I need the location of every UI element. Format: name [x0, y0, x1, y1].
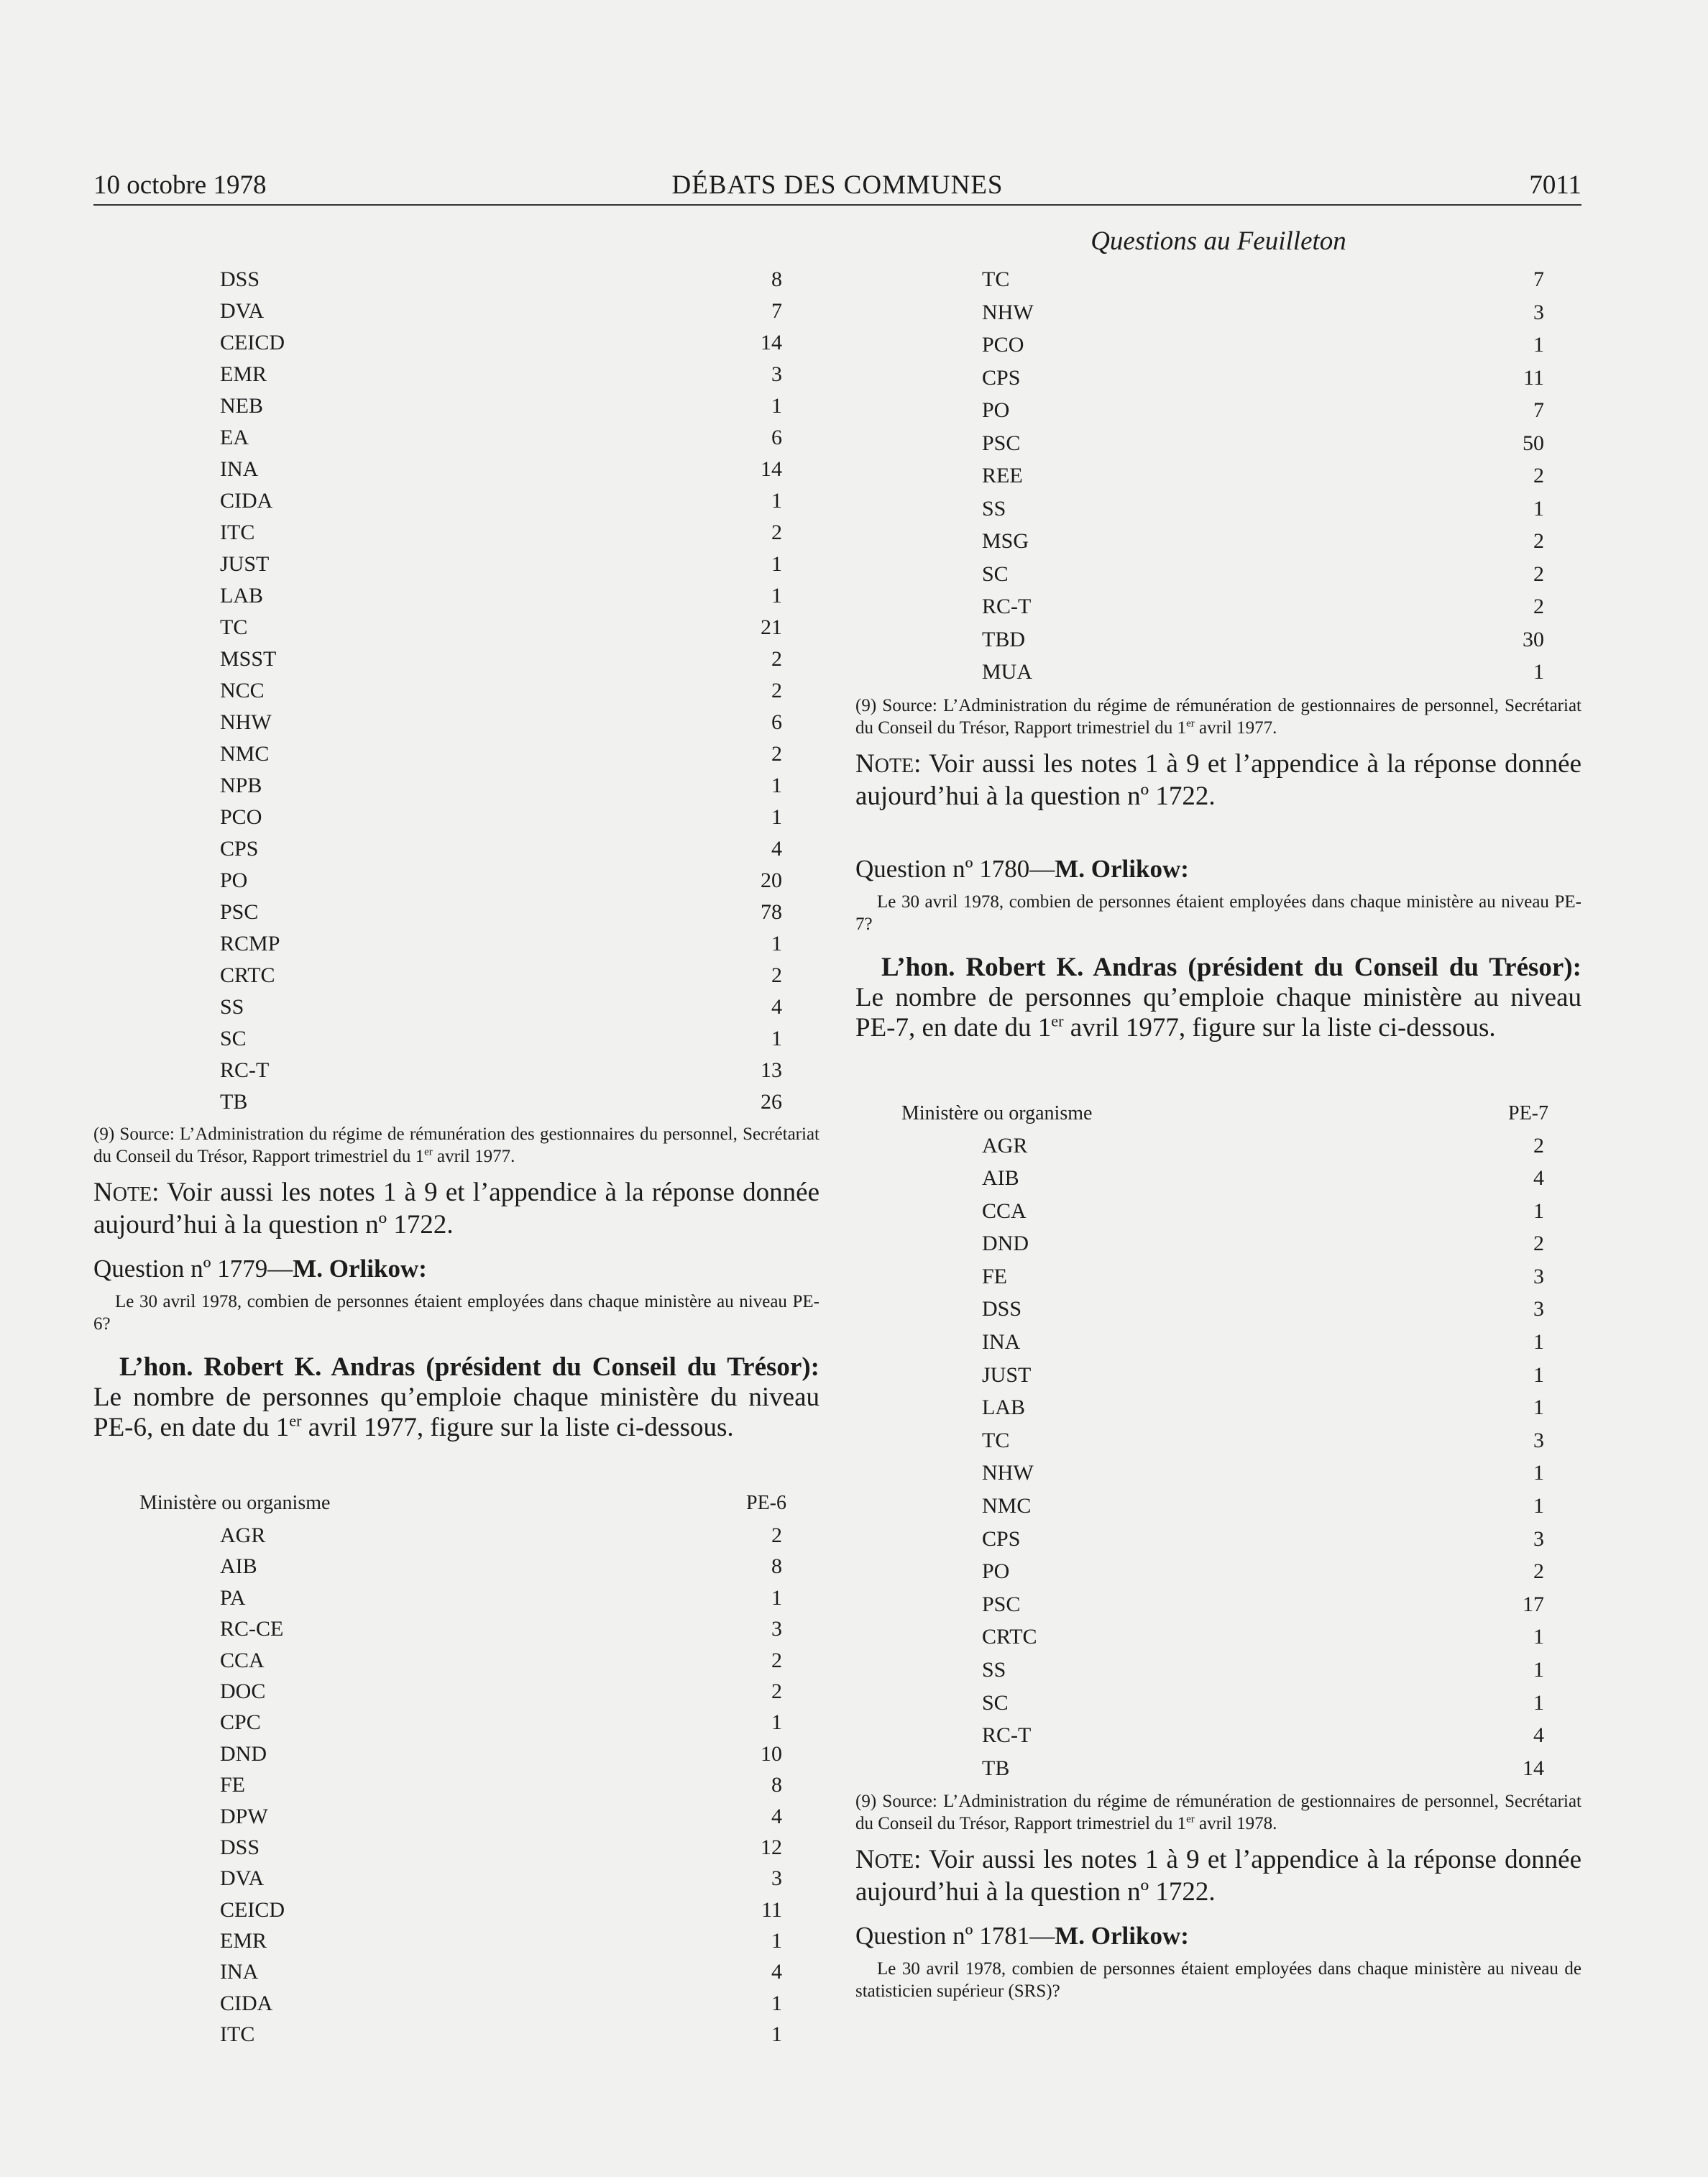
ministry-code: CIDA: [220, 489, 273, 513]
table-row: [93, 2018, 819, 2049]
employee-count: 20: [761, 868, 782, 892]
employee-count: 2: [771, 647, 782, 671]
employee-count: 30: [1523, 627, 1544, 651]
ministry-code: CCA: [220, 1648, 265, 1672]
table-row: [855, 558, 1581, 591]
employee-count: 2: [1533, 1232, 1544, 1256]
question-title-1781: Question nº 1781—M. Orlikow:: [855, 1922, 1189, 1951]
table-row: [93, 1613, 819, 1644]
ministry-code: RC-T: [982, 1723, 1032, 1748]
ministry-code: JUST: [982, 1362, 1032, 1387]
table-row: [93, 548, 819, 579]
ministry-code: NPB: [220, 774, 262, 797]
ministry-code: NHW: [982, 1461, 1034, 1485]
column-header-ministry: Ministère ou organisme: [901, 1101, 1093, 1124]
ministry-code: CPS: [982, 365, 1021, 390]
employee-count: 1: [771, 1585, 782, 1610]
table-row: [93, 801, 819, 833]
employee-count: 4: [771, 995, 782, 1019]
ministry-code: MSST: [220, 647, 277, 671]
employee-count: 4: [771, 1960, 782, 1984]
table-row: [855, 1687, 1581, 1720]
table-row: [855, 492, 1581, 526]
question-title-1779: Question nº 1779—M. Orlikow:: [93, 1255, 427, 1283]
table-row: [855, 1555, 1581, 1588]
employee-count: 2: [771, 742, 782, 766]
table-row: [93, 1519, 819, 1550]
answer-1780: L’hon. Robert K. Andras (président du Conseil du Trésor): Le nombre de personnes qu’emploie chaque ministère au niveau PE-7, en date du 1er avril 1977, figure sur la liste ci-dessous.: [855, 952, 1581, 1042]
table-row: [93, 1706, 819, 1737]
question-text-1779: Le 30 avril 1978, combien de personnes étaient employées dans chaque ministère au niveau PE-6?: [93, 1292, 819, 1334]
table-row: [855, 1490, 1581, 1523]
table-row: [93, 927, 819, 959]
employee-count: 2: [1533, 562, 1544, 586]
employee-count: 2: [771, 1648, 782, 1672]
ministry-code: SC: [982, 562, 1009, 586]
employee-count: 1: [771, 394, 782, 418]
employee-count: 13: [761, 1058, 782, 1082]
employee-count: 2: [771, 679, 782, 702]
ministry-code: NMC: [220, 742, 270, 766]
employee-count: 4: [771, 837, 782, 861]
header-page-number: 7011: [1529, 170, 1581, 200]
employee-count: 26: [761, 1090, 782, 1114]
ministry-code: INA: [982, 1330, 1021, 1355]
question-text-1781: Le 30 avril 1978, combien de personnes étaient employées dans chaque ministère au niveau de statisticien supérieur (SRS)?: [855, 1959, 1581, 2002]
table-pe7: [855, 1129, 1581, 1785]
running-head: Questions au Feuilleton: [1091, 226, 1346, 256]
header-title: DÉBATS DES COMMUNES: [671, 170, 1004, 200]
ministry-code: DSS: [982, 1297, 1022, 1321]
ministry-code: CIDA: [220, 1991, 273, 2015]
ministry-code: SS: [220, 995, 244, 1019]
employee-count: 1: [1533, 660, 1544, 684]
ministry-code: CRTC: [982, 1625, 1037, 1649]
table-row: [93, 1894, 819, 1925]
ministry-code: PSC: [220, 900, 259, 924]
employee-count: 10: [761, 1741, 782, 1766]
employee-count: 14: [761, 457, 782, 481]
employee-count: 1: [771, 1027, 782, 1050]
table-row: [855, 1523, 1581, 1556]
ministry-code: DVA: [220, 1866, 265, 1891]
ministry-code: PCO: [220, 805, 262, 829]
table-row: [93, 1987, 819, 2018]
table-row: [93, 453, 819, 485]
ministry-code: FE: [220, 1773, 246, 1797]
ministry-code: PSC: [982, 1592, 1021, 1616]
employee-count: 7: [1533, 398, 1544, 422]
ministry-code: DVA: [220, 299, 265, 323]
ministry-code: LAB: [982, 1395, 1025, 1420]
ministry-code: ITC: [220, 2022, 255, 2047]
table-row: [93, 706, 819, 738]
ministry-code: MUA: [982, 660, 1033, 684]
employee-count: 21: [761, 615, 782, 639]
ministry-code: EMR: [220, 362, 267, 386]
employee-count: 8: [771, 267, 782, 291]
table-row: [93, 1644, 819, 1675]
table-row: [855, 1326, 1581, 1359]
ministry-code: CPS: [220, 837, 259, 861]
employee-count: 14: [1523, 1756, 1544, 1780]
ministry-code: INA: [220, 1960, 259, 1984]
table-row: [93, 864, 819, 896]
table-row: [93, 611, 819, 643]
ministry-code: CPS: [982, 1526, 1021, 1551]
employee-count: 3: [1533, 1297, 1544, 1321]
ministry-code: RC-CE: [220, 1617, 284, 1641]
ministry-code: TBD: [982, 627, 1025, 651]
table-row: [855, 656, 1581, 689]
ministry-code: CPC: [220, 1710, 261, 1735]
table-row: [855, 362, 1581, 395]
ministry-code: CEICD: [220, 1897, 285, 1922]
question-title-1780: Question nº 1780—M. Orlikow:: [855, 854, 1189, 883]
ministry-code: RC-T: [982, 595, 1032, 618]
employee-count: 2: [771, 521, 782, 544]
ministry-code: PA: [220, 1585, 246, 1610]
ministry-code: AIB: [982, 1166, 1019, 1191]
ministry-code: DPW: [220, 1804, 268, 1828]
table-row: [93, 991, 819, 1022]
table-row: [855, 329, 1581, 362]
table-row: [855, 590, 1581, 623]
column-header-ministry: Ministère ou organisme: [139, 1492, 331, 1514]
ministry-code: NHW: [982, 300, 1034, 324]
employee-count: 2: [771, 1679, 782, 1703]
ministry-code: RCMP: [220, 932, 280, 955]
employee-count: 4: [1533, 1166, 1544, 1191]
ministry-code: SC: [982, 1690, 1009, 1715]
ministry-code: SS: [982, 496, 1006, 521]
ministry-code: AGR: [982, 1133, 1028, 1158]
employee-count: 4: [1533, 1723, 1544, 1748]
table-row: [855, 525, 1581, 558]
ministry-code: EA: [220, 426, 249, 449]
employee-count: 1: [1533, 1461, 1544, 1485]
table-row: [93, 1738, 819, 1769]
employee-count: 11: [1523, 365, 1544, 390]
employee-count: 2: [1533, 529, 1544, 553]
table-row: [855, 1260, 1581, 1293]
table-row: [855, 1391, 1581, 1424]
table-row: [855, 1752, 1581, 1785]
table-row: [93, 833, 819, 864]
table-row: [855, 1162, 1581, 1195]
employee-count: 3: [771, 1866, 782, 1891]
ministry-code: AIB: [220, 1554, 257, 1579]
ministry-code: TB: [982, 1756, 1010, 1780]
ministry-code: AGR: [220, 1523, 266, 1547]
ministry-code: TC: [982, 267, 1010, 291]
ministry-code: TB: [220, 1090, 248, 1114]
employee-count: 3: [771, 1617, 782, 1641]
table-row: [855, 296, 1581, 329]
employee-count: 2: [1533, 1133, 1544, 1158]
employee-count: 1: [1533, 1494, 1544, 1518]
ministry-code: TC: [982, 1428, 1010, 1452]
table-row: [93, 1675, 819, 1706]
ministry-code: NCC: [220, 679, 265, 702]
employee-count: 2: [1533, 464, 1544, 487]
employee-count: 50: [1523, 431, 1544, 455]
ministry-code: JUST: [220, 552, 270, 576]
employee-count: 1: [771, 489, 782, 513]
employee-count: 8: [771, 1554, 782, 1579]
employee-count: 1: [1533, 1658, 1544, 1682]
table-row: [93, 579, 819, 611]
employee-count: 7: [1533, 267, 1544, 291]
employee-count: 1: [771, 1929, 782, 1953]
answer-1779: L’hon. Robert K. Andras (président du Conseil du Trésor): Le nombre de personnes qu’emploie chaque ministère du niveau PE-6, en date du 1er avril 1977, figure sur la liste ci-dessous.: [93, 1352, 819, 1442]
table-row: [93, 1956, 819, 1986]
employee-count: 1: [771, 805, 782, 829]
table-row: [855, 1195, 1581, 1228]
table-row: [93, 1925, 819, 1956]
left-column: [93, 263, 819, 2050]
table-pe6-continued: [855, 263, 1581, 689]
employee-count: 2: [771, 1523, 782, 1547]
right-column: [855, 263, 1581, 2002]
column-header-pe6: PE-6: [746, 1492, 786, 1514]
table-row: [855, 394, 1581, 427]
table-row: [855, 263, 1581, 296]
table-row: [93, 1054, 819, 1086]
ministry-code: FE: [982, 1264, 1008, 1288]
table-header-pe7: [855, 1098, 1581, 1129]
ministry-code: TC: [220, 615, 248, 639]
source-note: (9) Source: L’Administration du régime de rémunération de gestionnaires de personnel, Secrétariat du Conseil du Trésor, Rapport trimestriel du 1er avril 1978.: [855, 1792, 1581, 1834]
question-text-1780: Le 30 avril 1978, combien de personnes étaient employées dans chaque ministère au niveau PE-7?: [855, 892, 1581, 934]
note-paragraph: NOTE: Voir aussi les notes 1 à 9 et l’appendice à la réponse donnée aujourd’hui à la question nº 1722.: [93, 1178, 819, 1239]
ministry-code: LAB: [220, 584, 263, 608]
ministry-code: CEICD: [220, 331, 285, 354]
ministry-code: REE: [982, 464, 1023, 487]
table-row: [93, 1831, 819, 1862]
employee-count: 1: [771, 932, 782, 955]
table-row: [855, 623, 1581, 656]
employee-count: 78: [761, 900, 782, 924]
table-row: [855, 1621, 1581, 1654]
ministry-code: NEB: [220, 394, 263, 418]
table-row: [93, 358, 819, 390]
employee-count: 1: [1533, 1199, 1544, 1223]
table-row: [855, 1359, 1581, 1392]
ministry-code: CRTC: [220, 963, 275, 987]
header-date: 10 octobre 1978: [93, 170, 267, 200]
employee-count: 6: [771, 426, 782, 449]
ministry-code: NHW: [220, 710, 272, 734]
employee-count: 6: [771, 710, 782, 734]
ministry-code: PO: [982, 398, 1010, 422]
table-row: [855, 1588, 1581, 1621]
table-row: [855, 1424, 1581, 1457]
employee-count: 1: [1533, 496, 1544, 521]
employee-count: 1: [1533, 333, 1544, 357]
table-row: [93, 959, 819, 991]
employee-count: 1: [1533, 1690, 1544, 1715]
employee-count: 3: [1533, 1526, 1544, 1551]
table-row: [855, 1129, 1581, 1163]
ministry-code: NMC: [982, 1494, 1032, 1518]
table-row: [855, 1719, 1581, 1752]
employee-count: 12: [761, 1835, 782, 1859]
ministry-code: EMR: [220, 1929, 267, 1953]
employee-count: 1: [771, 774, 782, 797]
table-row: [93, 1550, 819, 1581]
table-row: [855, 1654, 1581, 1687]
employee-count: 11: [761, 1897, 782, 1922]
ministry-code: DND: [982, 1232, 1029, 1256]
table-row: [93, 421, 819, 453]
table-row: [855, 1293, 1581, 1326]
employee-count: 17: [1523, 1592, 1544, 1616]
column-header-pe7: PE-7: [1508, 1101, 1548, 1124]
table-row: [93, 516, 819, 548]
employee-count: 1: [1533, 1395, 1544, 1420]
table-row: [93, 738, 819, 769]
ministry-code: RC-T: [220, 1058, 270, 1082]
ministry-code: PCO: [982, 333, 1024, 357]
employee-count: 4: [771, 1804, 782, 1828]
table-pe5-continued: [93, 263, 819, 1117]
table-row: [93, 674, 819, 706]
table-row: [855, 427, 1581, 460]
ministry-code: DOC: [220, 1679, 266, 1703]
ministry-code: DSS: [220, 1835, 260, 1859]
ministry-code: MSG: [982, 529, 1029, 553]
ministry-code: PO: [982, 1559, 1010, 1584]
table-row: [93, 1582, 819, 1613]
employee-count: 14: [761, 331, 782, 354]
table-row: [93, 769, 819, 801]
table-row: [93, 1086, 819, 1117]
table-row: [93, 1862, 819, 1893]
note-paragraph: NOTE: Voir aussi les notes 1 à 9 et l’appendice à la réponse donnée aujourd’hui à la question nº 1722.: [855, 1845, 1581, 1907]
table-row: [93, 1022, 819, 1054]
ministry-code: PSC: [982, 431, 1021, 455]
employee-count: 1: [771, 552, 782, 576]
page-header: [93, 170, 1581, 206]
table-row: [855, 459, 1581, 492]
employee-count: 1: [1533, 1625, 1544, 1649]
table-pe6: [93, 1519, 819, 2050]
table-row: [855, 1457, 1581, 1490]
employee-count: 1: [771, 1710, 782, 1735]
ministry-code: CCA: [982, 1199, 1027, 1223]
employee-count: 3: [1533, 300, 1544, 324]
employee-count: 3: [771, 362, 782, 386]
source-note: (9) Source: L’Administration du régime de rémunération de gestionnaires de personnel, Secrétariat du Conseil du Trésor, Rapport trimestriel du 1er avril 1977.: [855, 695, 1581, 738]
table-header-pe6: [93, 1488, 819, 1519]
ministry-code: SS: [982, 1658, 1006, 1682]
table-row: [855, 1227, 1581, 1260]
employee-count: 2: [1533, 595, 1544, 618]
employee-count: 1: [771, 2022, 782, 2047]
ministry-code: ITC: [220, 521, 255, 544]
ministry-code: PO: [220, 868, 248, 892]
ministry-code: DSS: [220, 267, 260, 291]
table-row: [93, 295, 819, 326]
employee-count: 7: [771, 299, 782, 323]
table-row: [93, 1769, 819, 1800]
table-row: [93, 1800, 819, 1831]
table-row: [93, 390, 819, 421]
table-row: [93, 326, 819, 358]
employee-count: 3: [1533, 1264, 1544, 1288]
note-paragraph: NOTE: Voir aussi les notes 1 à 9 et l’appendice à la réponse donnée aujourd’hui à la question nº 1722.: [855, 748, 1581, 811]
employee-count: 1: [1533, 1330, 1544, 1355]
employee-count: 1: [1533, 1362, 1544, 1387]
ministry-code: DND: [220, 1741, 267, 1766]
employee-count: 1: [771, 1991, 782, 2015]
ministry-code: INA: [220, 457, 259, 481]
employee-count: 8: [771, 1773, 782, 1797]
table-row: [93, 263, 819, 295]
table-row: [93, 896, 819, 927]
employee-count: 2: [771, 963, 782, 987]
employee-count: 3: [1533, 1428, 1544, 1452]
source-note: (9) Source: L’Administration du régime de rémunération des gestionnaires du personnel, Secrétariat du Conseil du Trésor, Rapport trimestriel du 1er avril 1977.: [93, 1124, 819, 1166]
employee-count: 2: [1533, 1559, 1544, 1584]
employee-count: 1: [771, 584, 782, 608]
table-row: [93, 643, 819, 674]
table-row: [93, 485, 819, 516]
ministry-code: SC: [220, 1027, 247, 1050]
